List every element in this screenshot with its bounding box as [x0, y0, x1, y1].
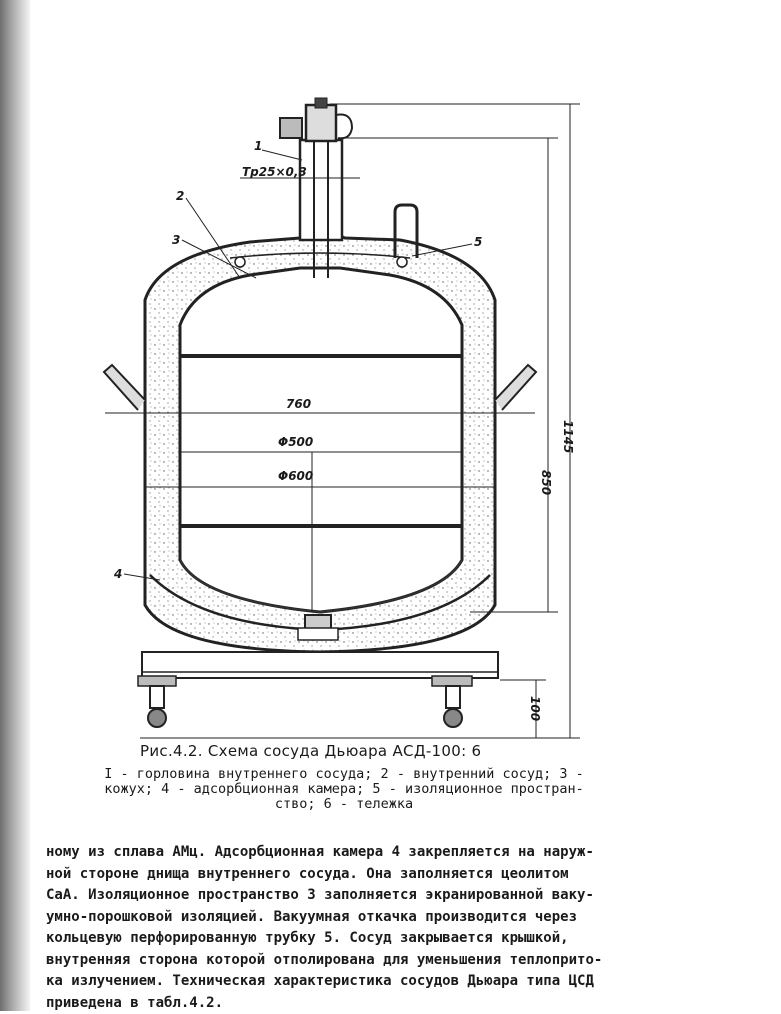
label-dim-500: Φ500 [278, 435, 313, 449]
label-dim-760: 760 [286, 397, 311, 411]
right-wheel [444, 709, 462, 727]
label-part-4: 4 [113, 567, 122, 581]
label-thread: Тр25×0,3 [242, 165, 307, 179]
body-line: внутренняя сторона которой отполирована для уменьшения теплоприто- [46, 950, 686, 972]
body-line: ной стороне днища внутреннего сосуда. Она заполняется цеолитом [46, 864, 686, 886]
body-line: кольцевую перфорированную трубку 5. Сосуд закрывается крышкой, [46, 928, 686, 950]
legend-line: кожух; 4 - адсорбционная камера; 5 - изоляционное простран- [64, 782, 624, 797]
right-handle [495, 365, 536, 410]
cart-frame [142, 652, 498, 678]
label-dim-100: 100 [528, 696, 542, 721]
label-dim-600: Φ600 [278, 469, 313, 483]
body-line: СаА. Изоляционное пространство 3 заполняется экранированной ваку- [46, 885, 686, 907]
label-part-5: 5 [474, 235, 482, 249]
label-part-2: 2 [176, 189, 184, 203]
figure-caption-title: Рис.4.2. Схема сосуда Дьюара АСД-100: 6 [140, 742, 540, 760]
label-dim-850: 850 [539, 470, 553, 495]
body-paragraph [46, 842, 686, 1014]
legend-line: ство; 6 - тележка [64, 797, 624, 812]
body-line: ка излучением. Техническая характеристика сосудов Дьюара типа ЦСД [46, 971, 686, 993]
inner-vessel [180, 268, 462, 612]
left-handle [104, 365, 145, 410]
body-line: приведена в табл.4.2. [46, 993, 686, 1014]
left-wheel [148, 709, 166, 727]
neck-tube [300, 140, 342, 240]
body-line: умно-порошковой изоляцией. Вакуумная откачка производится через [46, 907, 686, 929]
body-line: ному из сплава АМц. Адсорбционная камера 4 закрепляется на наруж- [46, 842, 686, 864]
label-dim-1145: 1145 [561, 420, 575, 453]
label-part-1: 1 [254, 139, 262, 153]
legend-line: I - горловина внутреннего сосуда; 2 - внутренний сосуд; 3 - [64, 767, 624, 782]
figure-legend [64, 767, 624, 812]
label-part-3: 3 [172, 233, 180, 247]
